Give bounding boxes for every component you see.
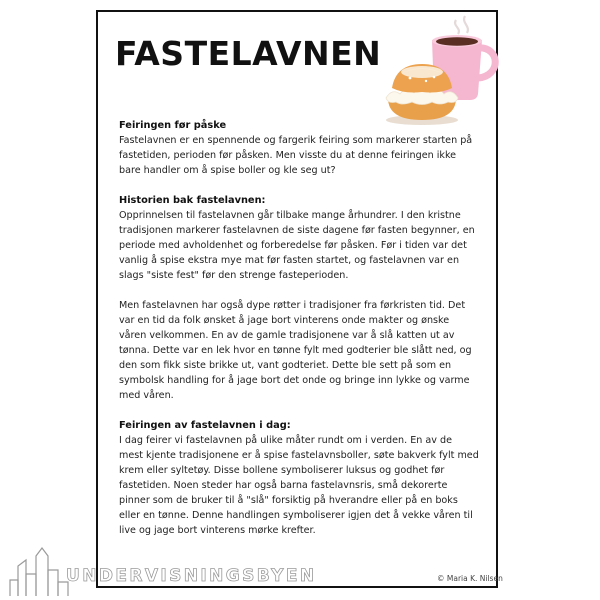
copyright-text: © Maria K. Nilsen <box>437 574 503 583</box>
paragraph: I dag feirer vi fastelavnen på ulike måter rundt om i verden. En av de mest kjente tradisjonene er å spise fastelavnsboller, søte bakverk fylt med krem eller syltetøy. Disse bollene symboliserer luksus og godhet før fastetiden. Noen steder har også barna fastelavnsris, små dekorerte pinner som de bruker til å "slå" forsiktig på hverandre eller på en boks eller en tønne. Denne handlingen symboliserer igjen det å vekke våren til live og jage bort vinterens mørke krefter. <box>119 435 479 536</box>
section-heading: Feiringen før påske <box>119 120 227 131</box>
city-logo-icon <box>8 540 70 596</box>
section-heading: Feiringen av fastelavnen i dag: <box>119 420 291 431</box>
watermark: UNDERVISNINGSBYEN <box>66 566 317 586</box>
paragraph: Men fastelavnen har også dype røtter i tradisjoner fra førkristen tid. Det var en tid da folk ønsket å jage bort vinterens onde makter og ønske våren velkommen. En av de gamle tradisjonene var å slå katten ut av tønna. Dette var en lek hvor en tønne fylt med godterier ble slått ned, og den som fikk siste brikke ut, vant godteriet. Dette ble sett på som en symbolsk handling for å jage bort det onde og bringe inn lykke og varme med våren. <box>119 300 472 401</box>
paragraph: Opprinnelsen til fastelavnen går tilbake mange århundrer. I den kristne tradisjonen markerer fastelavnen de siste dagene før fasten begynner, en periode med avholdenhet og forberedelse før påsken. Før i tiden var det vanlig å spise ekstra mye mat før fasten startet, og fastelavnen var en slags "siste fest" før den strenge fasteperioden. <box>119 210 475 281</box>
section-heading: Historien bak fastelavnen: <box>119 195 266 206</box>
paragraph: Fastelavnen er en spennende og fargerik feiring som markerer starten på fastetiden, perioden før påsken. Men visste du at denne feiringen ikke bare handler om å spise boller og kle seg ut? <box>119 135 473 176</box>
illustration <box>378 14 500 124</box>
document-body <box>119 118 479 538</box>
page-title: FASTELAVNEN <box>115 34 382 73</box>
